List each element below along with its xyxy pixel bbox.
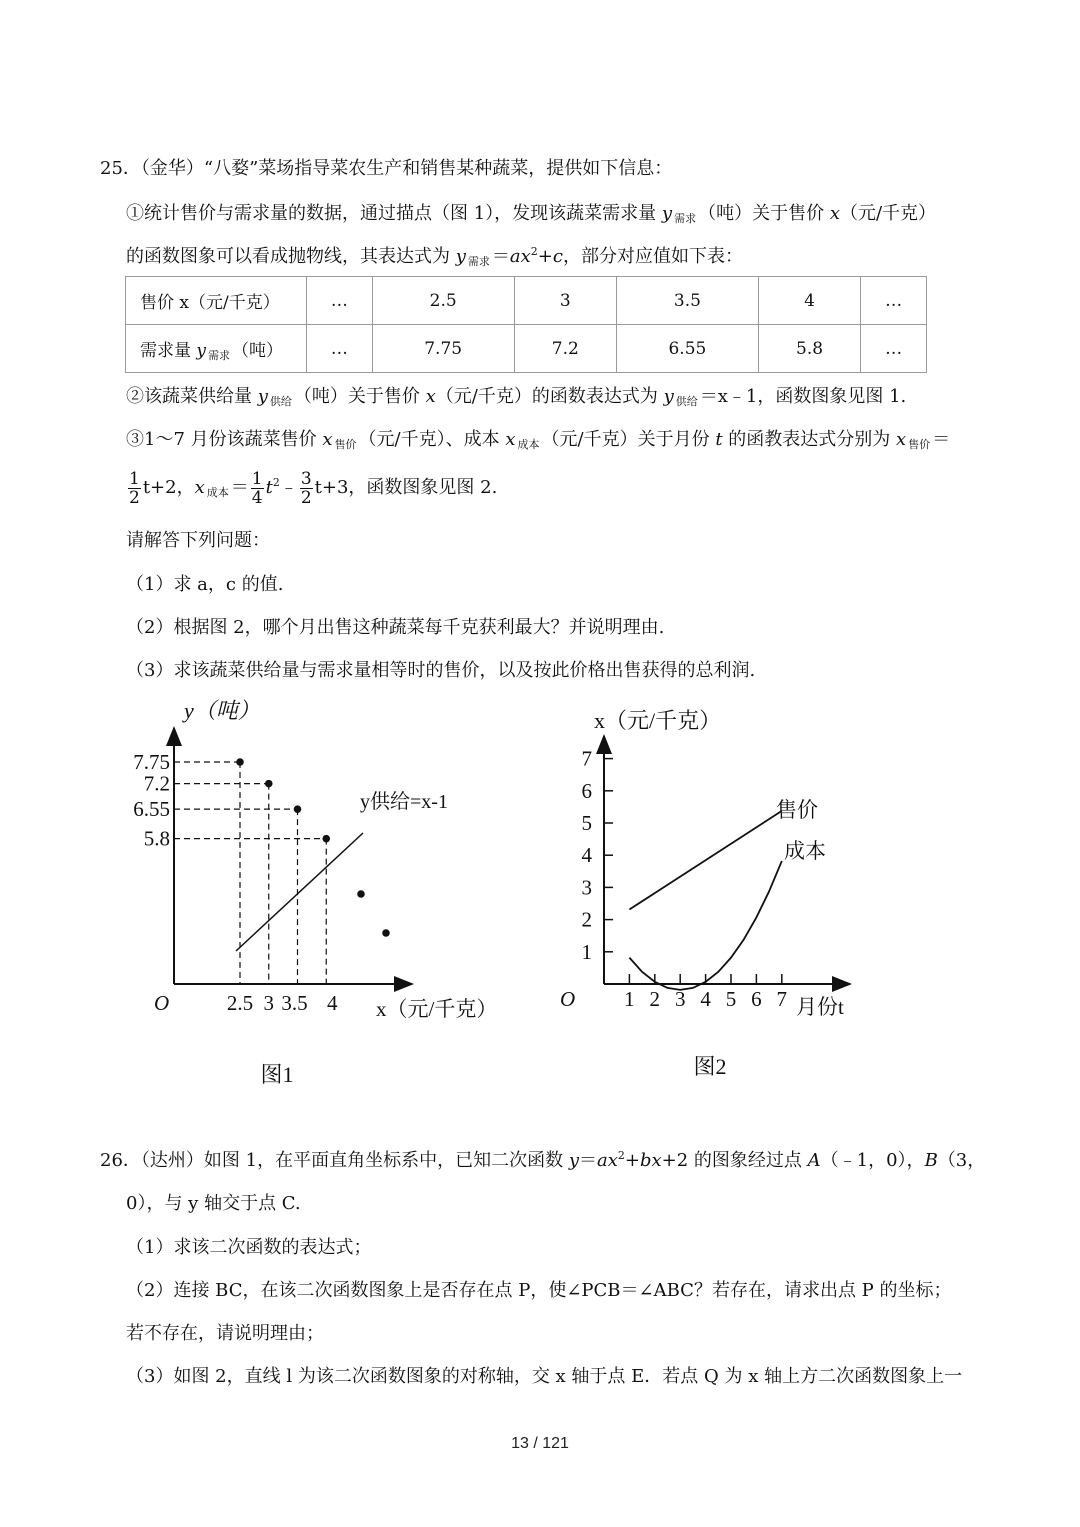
page-number: 13 / 121: [511, 1435, 569, 1452]
subscript: 需求: [208, 349, 231, 362]
data-point: [357, 890, 365, 898]
table-row: [126, 325, 927, 373]
text: （元/千克）、成本: [358, 429, 500, 450]
subscript: 供给: [675, 395, 698, 408]
fraction: $\frac{3}{2}$: [300, 468, 312, 508]
x-tick-label: 3: [674, 987, 686, 1011]
origin-label: O: [154, 991, 170, 1015]
text: （吨）: [232, 341, 284, 361]
question-text: （金华）“八婺”菜场指导菜农生产和销售某种蔬菜，提供如下信息：: [140, 158, 673, 179]
question-25-intro: [100, 158, 672, 180]
text: t+2，: [142, 477, 195, 498]
y-tick-label: 7.2: [143, 771, 170, 796]
x-tick-label: 6: [751, 987, 762, 1011]
fraction: $\frac{1}{4}$: [251, 468, 263, 508]
text: （吨）关于售价: [698, 203, 825, 224]
subscript: 成本: [206, 486, 229, 499]
text: （元/千克）: [839, 203, 937, 224]
y-axis-label: y（吨）: [184, 698, 260, 723]
price-series-label: 售价: [776, 798, 818, 822]
question-26-line-2: 0），与 y 轴交于点 C.: [126, 1193, 301, 1214]
info-item-3-line-1: ③1～7 月份该蔬菜售价 x 售价 （元/千克）、成本 x 成本 （元/千克）关于月份 t 的函教表达式分别为 x 售价 ＝: [126, 429, 951, 451]
info-item-2: ②该蔬菜供给量 y 供给 （吨）关于售价 x（元/千克）的函数表达式为 y 供给 ＝x﹣1，函数图象见图 1.: [126, 386, 907, 408]
y-tick-label: 4: [581, 843, 592, 868]
question-26-line-1: 26．（达州）如图 1，在平面直角坐标系中，已知二次函数 $y=ax^2+bx+2$ 的图象经过点 A（﹣1，0），B（3，: [100, 1149, 986, 1171]
y-tick-label: 6.55: [133, 797, 170, 822]
text: （元/千克）关于月份: [541, 429, 710, 450]
table-cell: 5.8: [758, 325, 860, 373]
info-item-1-line-2: 的函数图象可以看成抛物线，其表达式为 y 需求 $=ax^2+c$，部分对应值如下表：: [126, 245, 743, 268]
subscript: 售价: [908, 438, 931, 451]
figure-1-chart: [100, 690, 540, 1110]
q26-sub-question-1: （1）求该二次函数的表达式；: [126, 1237, 372, 1258]
text: ＝x﹣1，函数图象见图 1.: [699, 386, 907, 407]
y-tick-label: 7: [581, 746, 592, 771]
sub-question-3: （3）求该蔬菜供给量与需求量相等时的售价，以及按此价格出售获得的总利润.: [126, 660, 756, 681]
subscript: 售价: [334, 438, 357, 451]
table-cell: 4: [758, 277, 860, 325]
table-cell: …: [861, 277, 927, 325]
data-point: [236, 758, 244, 766]
subscript: 需求: [674, 212, 697, 225]
x-axis-label: 月份t: [796, 995, 844, 1019]
x-tick-label: 2: [649, 987, 661, 1011]
figure-caption: 图2: [693, 1054, 727, 1079]
y-tick-label: 5.8: [143, 826, 170, 851]
sub-question-1: （1）求 a，c 的值.: [126, 574, 284, 595]
text: ，部分对应值如下表：: [562, 246, 743, 267]
cost-series-curve: [629, 861, 781, 990]
table-cell: …: [307, 325, 373, 373]
y-tick-label: 1: [581, 939, 592, 964]
subscript: 需求: [467, 255, 490, 268]
data-point: [265, 780, 273, 788]
y-tick-label: 7.75: [133, 750, 170, 774]
question-number: 25．: [100, 158, 141, 179]
table-cell: 7.75: [372, 325, 514, 373]
text: ＝: [230, 477, 249, 498]
table-cell: 需求量 y 需求 （吨）: [126, 325, 307, 373]
table-cell: …: [861, 325, 927, 373]
text: 需求量: [140, 341, 191, 361]
table-cell: 6.55: [616, 325, 758, 373]
sub-question-2: （2）根据图 2，哪个月出售这种蔬菜每千克获利最大？并说明理由.: [126, 617, 665, 638]
fraction: $\frac{1}{2}$: [129, 468, 140, 508]
table-cell: 3: [514, 277, 616, 325]
table-cell: …: [307, 277, 373, 325]
text: ③1～7 月份该蔬菜售价: [126, 429, 317, 450]
text: （达州）如图 1，在平面直角坐标系中，已知二次函数: [140, 1150, 564, 1171]
price-series-line: [629, 811, 781, 910]
y-tick-label: 5: [581, 811, 592, 835]
x-tick-label: 4: [700, 987, 711, 1011]
q26-sub-question-3: （3）如图 2，直线 l 为该二次函数图象的对称轴，交 x 轴于点 E．若点 Q 为 x 轴上方二次函数图象上一: [126, 1366, 963, 1387]
text: ①统计售价与需求量的数据，通过描点（图 1），发现该蔬菜需求量: [126, 203, 657, 224]
info-item-1-line-1: ①统计售价与需求量的数据，通过描点（图 1），发现该蔬菜需求量 y 需求 （吨）关于售价 x（元/千克）: [126, 203, 937, 225]
text: （﹣1，0），: [820, 1150, 925, 1171]
x-tick-label: 7: [776, 987, 788, 1011]
x-tick-label: 5: [725, 987, 737, 1011]
data-point: [322, 835, 330, 843]
supply-line: [236, 833, 363, 951]
subscript: 成本: [517, 438, 540, 451]
x-tick-label: 1: [624, 987, 635, 1011]
table-cell: 售价 x（元/千克）: [126, 277, 307, 325]
table-cell: 2.5: [372, 277, 514, 325]
text: （3，: [937, 1150, 986, 1171]
text: 的图象经过点: [693, 1150, 802, 1171]
y-tick-label: 2: [581, 907, 592, 932]
cost-series-label: 成本: [784, 839, 826, 863]
table-row: [126, 277, 927, 325]
origin-label: O: [560, 987, 576, 1011]
figure-2-chart: [540, 690, 900, 1110]
y-tick-label: 6: [581, 778, 592, 803]
x-tick-label: 4: [327, 991, 338, 1015]
data-point: [294, 805, 302, 813]
text: 的函教表达式分别为: [728, 429, 891, 450]
q26-sub-question-2-cont: 若不存在，请说明理由；: [126, 1323, 324, 1344]
figure-caption: 图1: [260, 1062, 294, 1087]
text: （吨）关于售价: [293, 386, 420, 407]
x-tick-label: 2.5: [226, 991, 254, 1015]
text: 的函数图象可以看成抛物线，其表达式为: [126, 246, 450, 267]
y-tick-label: 3: [581, 875, 592, 900]
value-table: [125, 276, 927, 373]
table-cell: 3.5: [616, 277, 758, 325]
text: （元/千克）的函数表达式为: [435, 386, 658, 407]
x-tick-label: 3.5: [281, 991, 308, 1015]
subscript: 供给: [269, 395, 292, 408]
y-axis-label: x（元/千克）: [594, 708, 722, 733]
supply-line-label: y供给=x-1: [360, 791, 448, 813]
info-item-3-line-2: $\frac{1}{2}$ t+2，x 成本 ＝ $\frac{1}{4}$ $t^2﹣$ $\frac{3}{2}$ t+3，函数图象见图 2.: [129, 468, 498, 508]
text: ＝: [932, 429, 951, 450]
prompt: 请解答下列问题：: [126, 530, 270, 551]
x-axis-label: x（元/千克）: [376, 997, 498, 1021]
text: t+3，函数图象见图 2.: [314, 477, 498, 498]
text: ②该蔬菜供给量: [126, 386, 252, 407]
table-cell: 7.2: [514, 325, 616, 373]
x-tick-label: 3: [263, 991, 274, 1015]
question-number: 26．: [100, 1150, 141, 1171]
data-point: [382, 929, 390, 937]
q26-sub-question-2: （2）连接 BC，在该二次函数图象上是否存在点 P，使∠PCB＝∠ABC？若存在，请求出点 P 的坐标；: [126, 1280, 952, 1301]
